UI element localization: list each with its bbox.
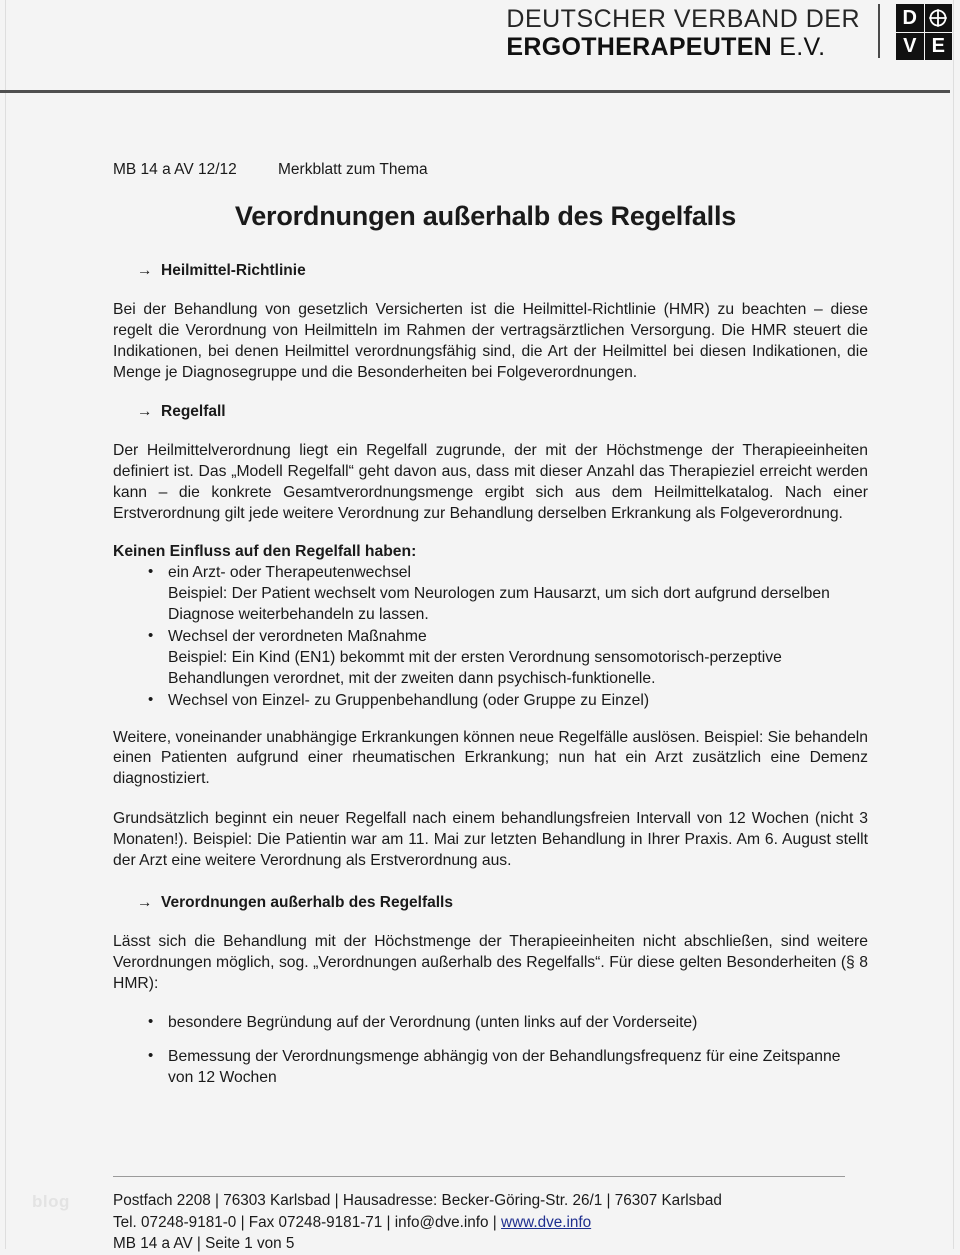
org-name-line-2	[506, 35, 860, 60]
section-heading-label: Verordnungen außerhalb des Regelfalls	[161, 893, 453, 911]
page-title: Verordnungen außerhalb des Regelfalls	[234, 201, 737, 232]
org-name-line-1: DEUTSCHER VERBAND DER	[506, 5, 860, 33]
arrow-icon: →	[137, 262, 153, 280]
footer-contact-text: Tel. 07248-9181-0 | Fax 07248-9181-71 | info@dve.info |	[113, 1213, 502, 1231]
no-influence-list	[113, 563, 868, 711]
footer-divider-rule	[113, 1176, 845, 1177]
list-item: • besondere Begründung auf der Verordnung (unten links auf der Vorderseite)	[113, 1013, 868, 1034]
section-paragraph-regelfall: Der Heilmittelverordnung liegt ein Regelfall zugrunde, der mit der Höchstmenge der Therapieeinheiten definiert ist. Das „Modell Regelfall“ geht davon aus, dass mit dieser Anzahl das Therapieziel erreicht werden kann – die konkrete Gesamtverordnungsmenge ergibt sich aus dem Heilmittelkatalog. Nach einer Erstverordnung gilt jede weitere Verordnung zur Behandlung derselben Erkrankung als Folgeverordnung.	[113, 441, 868, 522]
footer-page-line: MB 14 a AV | Seite 1 von 5	[113, 1235, 295, 1253]
besonderheiten-list	[113, 1013, 868, 1089]
document-meta	[113, 160, 868, 179]
org-name-suffix: E.V.	[779, 33, 826, 61]
logo-letter-e: E	[925, 33, 953, 61]
page-edge-right	[953, 0, 954, 1249]
paragraph-behandlungsfreies-intervall: Grundsätzlich beginnt ein neuer Regelfall nach einem behandlungsfreien Intervall von 12 Wochen (nicht 3 Monaten!). Beispiel: Die Patientin war am 11. Mai zur letzten Behandlung in Ihrer Praxis. Am 6. August stellt der Arzt eine weitere Verordnung als Erstverordnung aus.	[113, 810, 868, 869]
document-header	[0, 0, 960, 92]
dve-logo-block	[506, 4, 952, 60]
document-kind: Merkblatt zum Thema	[278, 161, 428, 178]
logo-divider	[878, 4, 880, 58]
page-edge-left	[5, 0, 6, 1249]
list-item: • Wechsel der verordneten Maßnahme Beispiel: Ein Kind (EN1) bekommt mit der ersten Verordnung sensomotorisch-perzeptive Behandlungen verordnet, mit der zweiten dann psychisch-funktionelle.	[113, 627, 868, 690]
section-paragraph-heilmittel-richtlinie: Bei der Behandlung von gesetzlich Versicherten ist die Heilmittel-Richtlinie (HMR) zu beachten – diese regelt die Verordnung von Heilmitteln im Rahmen der vertragsärztlichen Versorgung. Die HMR steuert die Indikationen, bei denen Heilmittel verordnungsfähig sind, die Art der Heilmittel bei diesen Indikationen, die Menge je Diagnosegruppe und die Besonderheiten bei Folgeverordnungen.	[113, 301, 868, 381]
org-name-strong: ERGOTHERAPEUTEN	[506, 33, 773, 61]
document-code: MB 14 a AV 12/12	[113, 161, 237, 178]
list-item: • ein Arzt- oder Therapeutenwechsel Beispiel: Der Patient wechselt vom Neurologen zum Hausarzt, um sich dort aufgrund derselben Diagnose weiterbehandeln zu lassen.	[113, 563, 868, 626]
dve-logo-icon	[896, 4, 952, 60]
footer-contact-line	[113, 1212, 722, 1234]
logo-letter-v: V	[896, 33, 924, 61]
section-heading-regelfall	[137, 403, 868, 421]
document-footer	[113, 1190, 722, 1255]
arrow-icon: →	[137, 402, 153, 420]
section-heading-label: Heilmittel-Richtlinie	[161, 262, 306, 280]
no-influence-lead: Keinen Einfluss auf den Regelfall haben:	[113, 543, 417, 561]
arrow-icon: →	[137, 893, 153, 911]
section-heading-heilmittel-richtlinie	[137, 262, 868, 280]
paragraph-weitere-erkrankungen: Weitere, voneinander unabhängige Erkrankungen können neue Regelfälle auslösen. Beispiel: Sie behandeln einen Patienten aufgrund einer rheumatischen Erkrankung; nun hat ein Arzt zusätzlich eine Demenz diagnostiziert.	[113, 728, 868, 788]
logo-letter-d: D	[896, 4, 924, 32]
footer-address-line: Postfach 2208 | 76303 Karlsbad | Hausadresse: Becker-Göring-Str. 26/1 | 76307 Karlsbad	[113, 1192, 722, 1209]
globe-cross-icon	[925, 4, 953, 32]
section-heading-label: Regelfall	[161, 402, 226, 420]
document-body	[113, 160, 868, 1105]
list-item: • Wechsel von Einzel- zu Gruppenbehandlung (oder Gruppe zu Einzel)	[113, 691, 868, 712]
website-link[interactable]: www.dve.info	[501, 1213, 592, 1231]
organization-wordmark	[506, 4, 860, 60]
section-paragraph-verordnungen-ausserhalb: Lässt sich die Behandlung mit der Höchstmenge der Therapieeinheiten nicht abschließen, sind weitere Verordnungen möglich, sog. „Verordnungen außerhalb des Regelfalls“. Für diese gelten Besonderheiten (§ 8 HMR):	[113, 932, 868, 992]
blog-watermark: blog	[32, 1192, 70, 1211]
list-item: • Bemessung der Verordnungsmenge abhängig von der Behandlungsfrequenz für eine Zeitspanne von 12 Wochen	[113, 1047, 868, 1089]
section-heading-verordnungen-ausserhalb	[137, 894, 868, 912]
header-divider-rule	[0, 90, 950, 93]
